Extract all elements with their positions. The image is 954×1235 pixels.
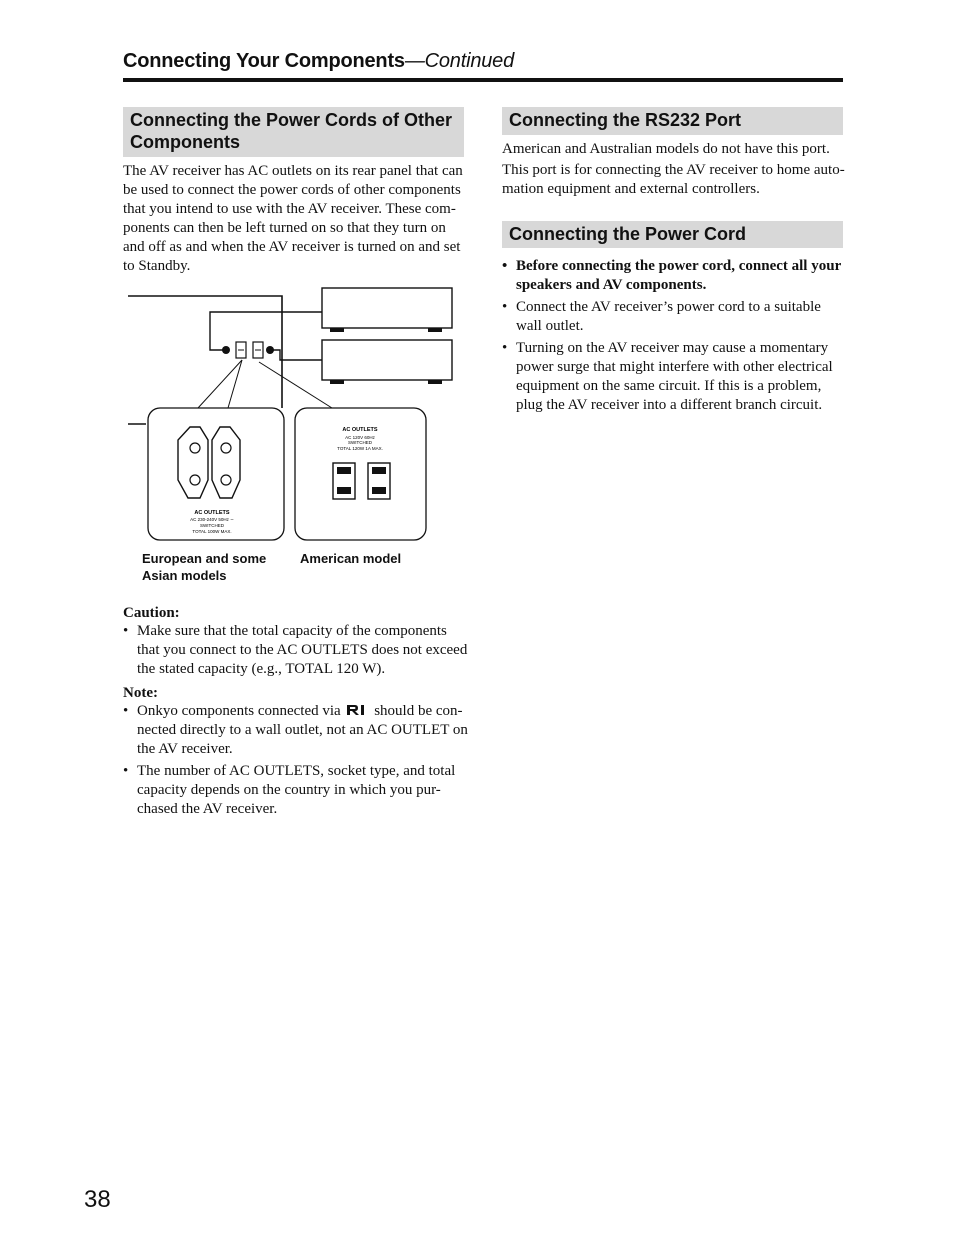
section-heading-power-cord — [502, 221, 843, 248]
note-item — [123, 702, 468, 759]
header-title: Connecting Your Components — [123, 50, 405, 72]
intro-line: The AV receiver has AC outlets on its rear panel that can — [123, 163, 463, 179]
us-panel-title: AC OUTLETS — [342, 427, 378, 433]
ri-logo-icon — [346, 704, 368, 716]
eu-panel-line2: SWITCHED — [200, 523, 224, 528]
note-line: nected directly to a wall outlet, not an AC OUTLET on — [137, 722, 468, 738]
power-line: wall outlet. — [516, 318, 584, 334]
power-cord-item — [502, 339, 847, 415]
section-heading-rs232 — [502, 107, 843, 135]
component-box — [322, 340, 452, 384]
us-panel-line1: AC 120V 60Hz — [345, 435, 375, 440]
note-text: Onkyo components connected via — [137, 703, 345, 719]
caution-list — [123, 622, 468, 682]
power-line: • Before connecting the power cord, connect all your — [516, 258, 842, 274]
us-panel-line3: TOTAL 120W 1A MAX. — [337, 446, 383, 451]
caution-line: the stated capacity (e.g., TOTAL 120 W). — [137, 661, 386, 677]
intro-line: and off as and when the AV receiver is turned on and set — [123, 239, 461, 255]
rs232-line: American and Australian models do not have this port. — [502, 141, 830, 157]
eu-panel-line1: AC 230-240V 50Hz ∼ — [190, 517, 234, 522]
note-item — [123, 762, 468, 819]
power-line: power surge that might interfere with other electrical — [516, 359, 833, 375]
header-rule — [123, 78, 843, 82]
power-line: speakers and AV components. — [516, 277, 707, 293]
note-line: • The number of AC OUTLETS, socket type, and total — [137, 763, 456, 779]
ac-outlets-diagram — [120, 280, 465, 545]
caution-title: Caution: — [123, 605, 180, 621]
power-cord-list — [502, 257, 847, 418]
rs232-line: This port is for connecting the AV receiver to home auto- — [502, 162, 845, 178]
note-line: capacity depends on the country in which you pur- — [137, 782, 441, 798]
label-line: European and some — [142, 551, 267, 566]
section-heading-text: Connecting the RS232 Port — [509, 110, 742, 130]
rs232-paragraph — [502, 140, 847, 199]
note-line — [137, 702, 468, 721]
rs232-line: mation equipment and external controllers. — [502, 181, 760, 197]
header-continued: —Continued — [404, 50, 515, 72]
caution-item — [123, 622, 468, 679]
label-american-model: American model — [300, 551, 402, 566]
power-cord-item — [502, 257, 847, 295]
intro-line: to Standby. — [123, 258, 191, 274]
note-text: should be con- — [370, 703, 463, 719]
note-list — [123, 702, 468, 822]
eu-panel-line3: TOTAL 100W MAX. — [192, 529, 232, 534]
note-line: chased the AV receiver. — [137, 801, 278, 817]
us-panel-line2: SWITCHED — [348, 440, 372, 445]
section-heading-text: Connecting the Power Cords of Other Components — [130, 110, 453, 152]
eu-panel-title: AC OUTLETS — [194, 510, 230, 516]
component-box — [322, 288, 452, 332]
note-line: the AV receiver. — [137, 741, 233, 757]
intro-line: be used to connect the power cords of other components — [123, 182, 461, 198]
note-title: Note: — [123, 685, 158, 701]
caution-line: that you connect to the AC OUTLETS does not exceed — [137, 642, 468, 658]
power-line: • Turning on the AV receiver may cause a momentary — [516, 340, 829, 356]
section-heading-power-cords-other — [123, 107, 464, 157]
page-number: 38 — [84, 1186, 111, 1213]
section-heading-text: Connecting the Power Cord — [509, 224, 747, 244]
label-line: Asian models — [142, 568, 227, 583]
caution-line: • Make sure that the total capacity of the components — [137, 623, 447, 639]
power-line: equipment on the same circuit. If this is a problem, — [516, 378, 822, 394]
page-header — [123, 50, 514, 73]
power-cord-item — [502, 298, 847, 336]
intro-line: that you intend to use with the AV receiver. These com- — [123, 201, 456, 217]
label-european-models — [142, 550, 266, 584]
intro-line: ponents can then be left turned on so that they turn on — [123, 220, 446, 236]
power-line: • Connect the AV receiver’s power cord to a suitable — [516, 299, 821, 315]
power-line: plug the AV receiver into a different branch circuit. — [516, 397, 823, 413]
intro-paragraph — [123, 162, 468, 276]
